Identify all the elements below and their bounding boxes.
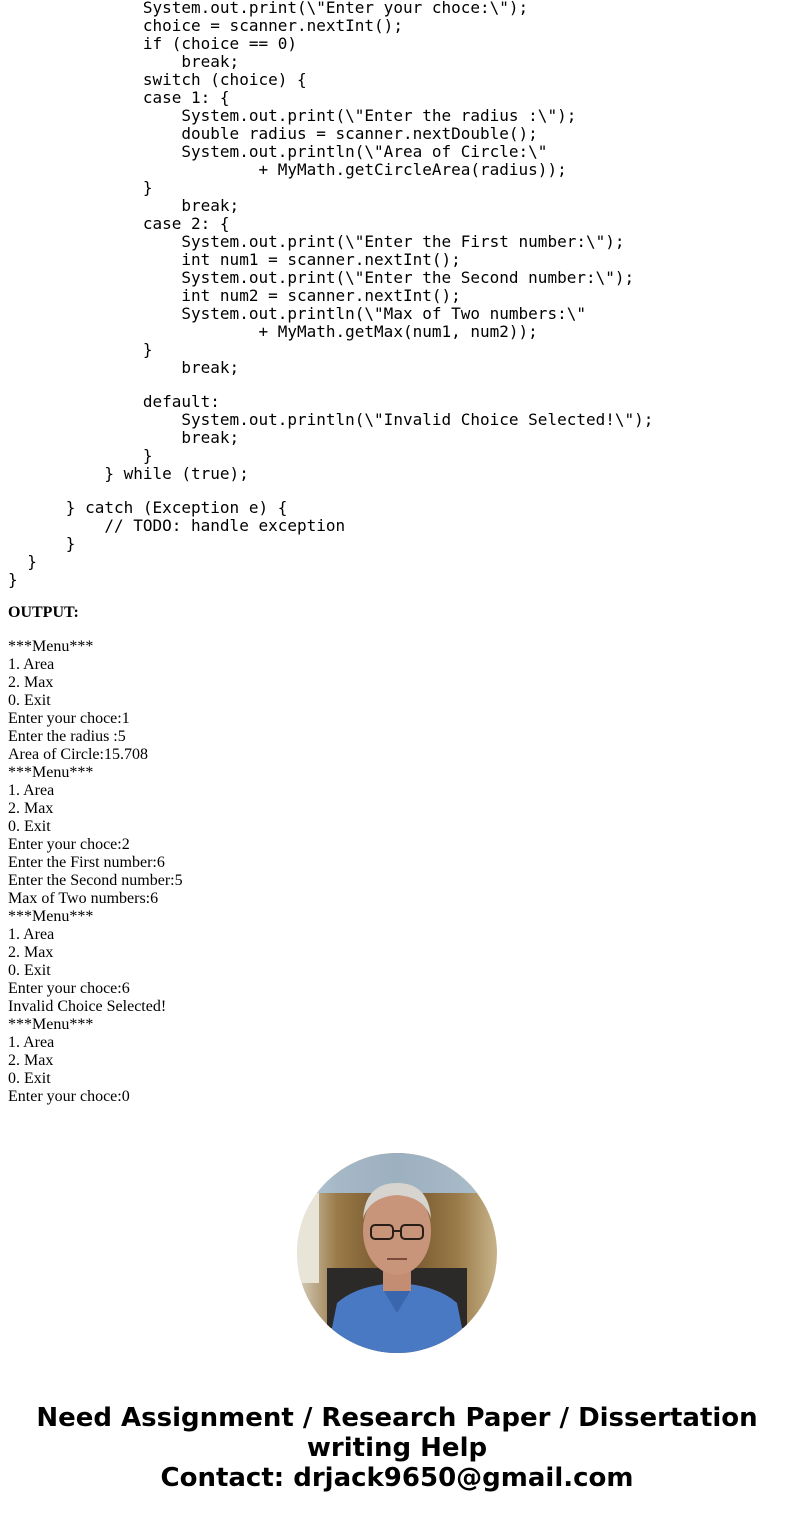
code-line: } while (true); — [8, 464, 249, 483]
java-code-listing — [8, 0, 653, 589]
output-line: 0. Exit — [8, 1070, 51, 1087]
output-line: ***Menu*** — [8, 1016, 94, 1033]
code-line: System.out.print(\"Enter the First number:\"); — [8, 232, 625, 251]
code-line: // TODO: handle exception — [8, 516, 346, 535]
output-line: 1. Area — [8, 782, 55, 799]
code-line: } — [8, 446, 153, 465]
output-line: 0. Exit — [8, 692, 51, 709]
promo-contact: Contact: drjack9650@gmail.com — [160, 1463, 634, 1493]
output-line: 2. Max — [8, 944, 54, 961]
output-line: 2. Max — [8, 800, 54, 817]
code-line: break; — [8, 196, 240, 215]
output-line: Enter your choce:0 — [8, 1088, 130, 1105]
output-line: 1. Area — [8, 1034, 55, 1051]
code-line: } — [8, 340, 153, 359]
author-photo — [297, 1153, 497, 1353]
code-line: System.out.print(\"Enter the Second number:\"); — [8, 268, 635, 287]
output-line: Area of Circle:15.708 — [8, 746, 148, 763]
output-line: ***Menu*** — [8, 764, 94, 781]
output-line: ***Menu*** — [8, 908, 94, 925]
code-line — [8, 377, 653, 393]
code-line: } — [8, 552, 37, 571]
output-line: Enter your choce:6 — [8, 980, 130, 997]
output-line: 0. Exit — [8, 962, 51, 979]
code-line: break; — [8, 428, 240, 447]
code-line: break; — [8, 52, 240, 71]
output-line: 0. Exit — [8, 818, 51, 835]
output-line: Invalid Choice Selected! — [8, 998, 167, 1015]
code-line: break; — [8, 358, 240, 377]
code-line: System.out.print(\"Enter the radius :\"); — [8, 106, 577, 125]
person-portrait-icon — [297, 1153, 497, 1353]
code-line: double radius = scanner.nextDouble(); — [8, 124, 538, 143]
code-line: int num2 = scanner.nextInt(); — [8, 286, 461, 305]
output-line: Enter the radius :5 — [8, 728, 126, 745]
code-line: case 1: { — [8, 88, 230, 107]
output-line: Enter your choce:1 — [8, 710, 130, 727]
code-line: choice = scanner.nextInt(); — [8, 16, 403, 35]
output-line: 1. Area — [8, 926, 55, 943]
code-line: default: — [8, 392, 220, 411]
code-line: } — [8, 178, 153, 197]
code-line: System.out.println(\"Invalid Choice Selected!\"); — [8, 410, 654, 429]
code-line: int num1 = scanner.nextInt(); — [8, 250, 461, 269]
code-line: + MyMath.getCircleArea(radius)); — [8, 160, 567, 179]
code-line: System.out.print(\"Enter your choce:\"); — [8, 0, 529, 17]
output-line: Enter your choce:2 — [8, 836, 130, 853]
output-line: 2. Max — [8, 674, 54, 691]
code-line: if (choice == 0) — [8, 34, 297, 53]
code-line: } — [8, 570, 18, 589]
promo-line-2: writing Help — [306, 1433, 488, 1463]
output-heading: OUTPUT: — [8, 604, 79, 621]
code-line: } — [8, 534, 76, 553]
code-line: + MyMath.getMax(num1, num2)); — [8, 322, 538, 341]
output-line: Max of Two numbers:6 — [8, 890, 159, 907]
code-line: System.out.println(\"Max of Two numbers:\" — [8, 304, 586, 323]
code-line: switch (choice) { — [8, 70, 307, 89]
code-line: System.out.println(\"Area of Circle:\" — [8, 142, 548, 161]
code-line: case 2: { — [8, 214, 230, 233]
output-line: Enter the Second number:5 — [8, 872, 183, 889]
code-line — [8, 483, 653, 499]
output-line: 2. Max — [8, 1052, 54, 1069]
promo-banner — [0, 1403, 794, 1493]
promo-line-1: Need Assignment / Research Paper / Dissertation — [36, 1403, 758, 1433]
output-line: 1. Area — [8, 656, 55, 673]
program-output — [8, 638, 183, 1106]
output-line: Enter the First number:6 — [8, 854, 165, 871]
output-line: ***Menu*** — [8, 638, 94, 655]
code-line: } catch (Exception e) { — [8, 498, 288, 517]
